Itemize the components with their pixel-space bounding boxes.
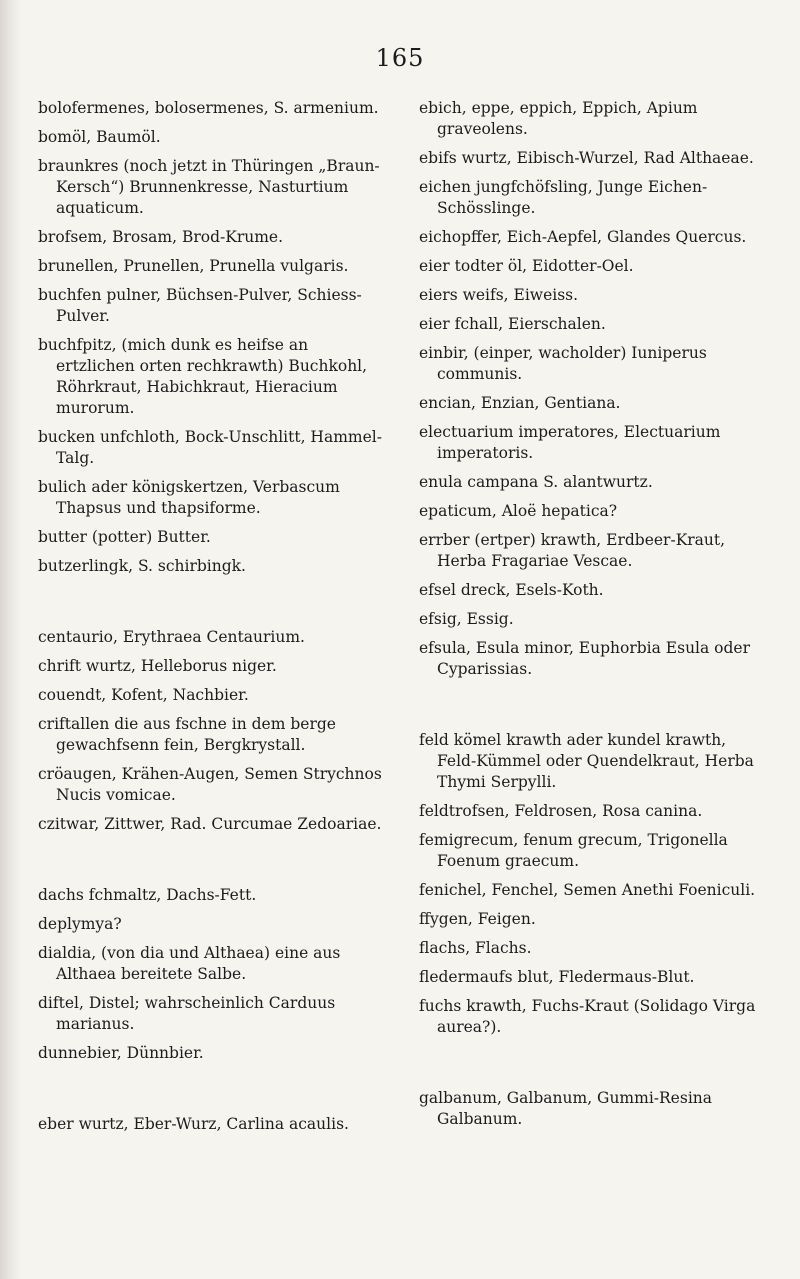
entry-fledermaufs-blut: fledermaufs blut, Fledermaus-Blut. <box>419 968 695 986</box>
entry-bomoel: bomöl, Baumöl. <box>38 128 161 146</box>
entry-butter: butter (potter) Butter. <box>38 528 211 546</box>
entry-dialdia: dialdia, (von dia und Althaea) eine aus Althaea bereitete Salbe. <box>38 944 341 983</box>
entry-centaurio: centaurio, Erythraea Centaurium. <box>38 628 305 646</box>
entry-dunnebier: dunnebier, Dünnbier. <box>38 1044 204 1062</box>
entry-deplymya: deplymya? <box>38 915 122 933</box>
section-gap <box>38 1072 383 1114</box>
entry-efsig: efsig, Essig. <box>419 610 514 628</box>
entry-efsel-dreck: efsel dreck, Esels-Koth. <box>419 581 604 599</box>
entry-galbanum: galbanum, Galbanum, Gummi-Resina Galbanum. <box>419 1089 712 1128</box>
entry-eichen-jungfchoefsling: eichen jungfchöfsling, Junge Eichen-Schösslinge. <box>419 178 708 217</box>
entry-eiers-weifs: eiers weifs, Eiweiss. <box>419 286 579 304</box>
entry-ebifs-wurtz: ebifs wurtz, Eibisch-Wurzel, Rad Althaeae. <box>419 149 754 167</box>
entry-flachs: flachs, Flachs. <box>419 939 532 957</box>
section-gap <box>38 843 383 885</box>
entry-buchfpitz: buchfpitz, (mich dunk es heifse an ertzlichen orten rechkrawth) Buchkohl, Röhrkraut, Habichkraut, Hieracium murorum. <box>38 336 368 417</box>
entry-eber-wurtz: eber wurtz, Eber-Wurz, Carlina acaulis. <box>38 1115 349 1133</box>
entry-diftel: diftel, Distel; wahrscheinlich Carduus marianus. <box>38 994 336 1033</box>
entry-brofsem: brofsem, Brosam, Brod-Krume. <box>38 228 284 246</box>
section-gap <box>419 1046 764 1088</box>
entry-electuarium: electuarium imperatores, Electuarium imperatoris. <box>419 423 721 462</box>
entry-ffygen: ffygen, Feigen. <box>419 910 536 928</box>
entry-chrift-wurtz: chrift wurtz, Helleborus niger. <box>38 657 277 675</box>
entry-bucken-unfchloth: bucken unfchloth, Bock-Unschlitt, Hammel-Talg. <box>38 428 382 467</box>
section-gap <box>38 585 383 627</box>
page-number: 165 <box>375 44 425 72</box>
entry-eier-fchall: eier fchall, Eierschalen. <box>419 315 606 333</box>
entry-ebich: ebich, eppe, eppich, Eppich, Apium graveolens. <box>419 99 698 138</box>
entry-epaticum: epaticum, Aloë hepatica? <box>419 502 618 520</box>
entry-fuchs-krawth: fuchs krawth, Fuchs-Kraut (Solidago Virga aurea?). <box>419 997 756 1036</box>
entry-efsula: efsula, Esula minor, Euphorbia Esula oder Cyparissias. <box>419 639 751 678</box>
left-column <box>38 98 383 1143</box>
entry-braunkres: braunkres (noch jetzt in Thüringen „Braun-Kersch“) Brunnenkresse, Nasturtium aquaticum. <box>38 157 380 217</box>
entry-dachs-fchmaltz: dachs fchmaltz, Dachs-Fett. <box>38 886 257 904</box>
entry-encian: encian, Enzian, Gentiana. <box>419 394 621 412</box>
entry-feld-koemel-krawth: feld kömel krawth ader kundel krawth, Feld-Kümmel oder Quendelkraut, Herba Thymi Serpylli. <box>419 731 754 791</box>
entry-buchfen-pulner: buchfen pulner, Büchsen-Pulver, Schiess-Pulver. <box>38 286 362 325</box>
entry-bolofermenes: bolofermenes, bolosermenes, S. armenium. <box>38 99 379 117</box>
entry-criftallen: criftallen die aus fschne in dem berge gewachfsenn fein, Bergkrystall. <box>38 715 336 754</box>
entry-feldtrofsen: feldtrofsen, Feldrosen, Rosa canina. <box>419 802 703 820</box>
entry-brunellen: brunellen, Prunellen, Prunella vulgaris. <box>38 257 349 275</box>
section-gap <box>419 688 764 730</box>
page-binding-edge <box>0 0 22 1279</box>
entry-czitwar: czitwar, Zittwer, Rad. Curcumae Zedoariae. <box>38 815 382 833</box>
entry-enula-campana: enula campana S. alantwurtz. <box>419 473 653 491</box>
entry-errber-krawth: errber (ertper) krawth, Erdbeer-Kraut, Herba Fragariae Vescae. <box>419 531 726 570</box>
entry-femigrecum: femigrecum, fenum grecum, Trigonella Foenum graecum. <box>419 831 728 870</box>
entry-butzerlingk: butzerlingk, S. schirbingk. <box>38 557 246 575</box>
entry-einbir: einbir, (einper, wacholder) Iuniperus communis. <box>419 344 707 383</box>
right-column <box>419 98 764 1138</box>
entry-croeaugen: cröaugen, Krähen-Augen, Semen Strychnos Nucis vomicae. <box>38 765 382 804</box>
entry-couendt: couendt, Kofent, Nachbier. <box>38 686 249 704</box>
entry-eier-todter-oel: eier todter öl, Eidotter-Oel. <box>419 257 634 275</box>
entry-fenichel: fenichel, Fenchel, Semen Anethi Foeniculi. <box>419 881 756 899</box>
entry-eichopffer: eichopffer, Eich-Aepfel, Glandes Quercus. <box>419 228 747 246</box>
entry-bulich: bulich ader königskertzen, Verbascum Thapsus und thapsiforme. <box>38 478 340 517</box>
